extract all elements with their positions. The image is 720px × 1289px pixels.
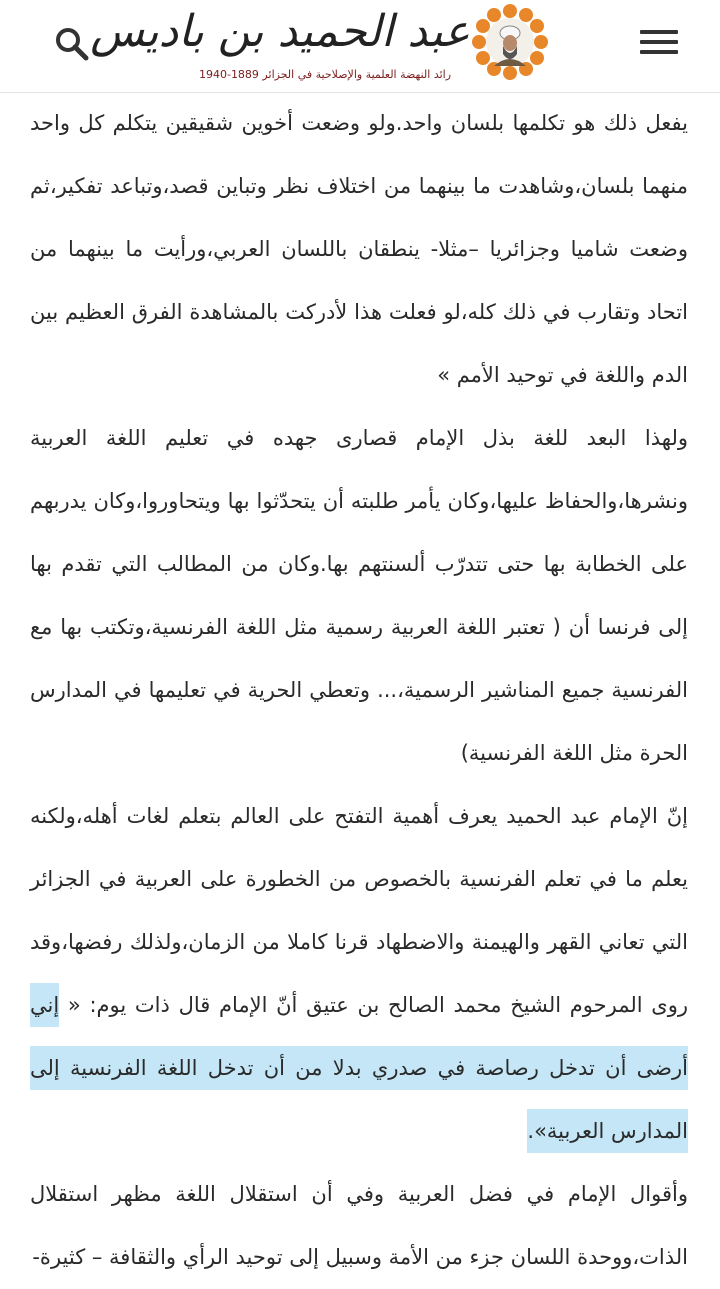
sunburst-emblem-icon [470,2,550,82]
article-paragraph [30,785,688,1163]
article-body [30,92,688,1269]
site-header [0,0,720,93]
site-logo-tagline: رائد النهضة العلمية والإصلاحية في الجزائر 1889-1940 [198,68,452,81]
article-paragraph: ولهذا البعد للغة بذل الإمام قصارى جهده في تعليم اللغة العربية ونشرها،والحفاظ عليها،وكان يأمر طلبته أن يتحدّثوا بها ويتحاوروا،وكان يدربهم على الخطابة بها حتى تتدرّب ألسنتهم بها.وكان من المطالب التي تقدم بها إلى فرنسا أن ( تعتبر اللغة العربية رسمية مثل اللغة الفرنسية،وتكتب بها مع الفرنسية جميع المناشير الرسمية،... وتعطي الحرية في تعليمها في المدارس الحرة مثل اللغة الفرنسية) [30,426,688,765]
article-paragraph: وأقوال الإمام في فضل العربية وفي أن استقلال اللغة مظهر استقلال الذات،ووحدة اللسان جزء من الأمة وسبيل إلى توحيد الرأي والثقافة – كثيرة- [30,1182,688,1269]
search-icon [52,24,92,64]
article-paragraph: يفعل ذلك هو تكلمها بلسان واحد.ولو وضعت أخوين شقيقين يتكلم كل واحد منهما بلسان،وشاهدت ما بينهما من اختلاف نظر وتباين قصد،وتباعد تفكير،ثم وضعت شاميا وجزائريا –مثلا- ينطقان باللسان العربي،ورأيت ما بينهما من اتحاد وتقارب في ذلك كله،لو فعلت هذا لأدركت بالمشاهدة الفرق العظيم بين الدم واللغة في توحيد الأمم » [30,111,688,387]
search-button[interactable] [52,24,92,64]
paragraph-text: إنّ الإمام عبد الحميد يعرف أهمية التفتح على العالم بتعلم لغات أهله،ولكنه يعلم ما في تعلم الفرنسية بالخصوص من الخطورة على العربية في الجزائر التي تعاني القهر والهيمنة والاضطهاد قرنا كاملا من الزمان،ولذلك رفضها،وقد روى المرحوم الشيخ محمد الصالح بن عتيق أنّ الإمام قال ذات يوم: « [30,804,688,1017]
menu-button[interactable] [640,27,680,57]
hamburger-menu-icon [640,30,678,34]
site-logo-name[interactable]: عبد الحميد بن باديس [90,6,470,57]
highlighted-quote[interactable]: إني أرضى أن تدخل رصاصة في صدري بدلا من أن تدخل اللغة الفرنسية إلى المدارس العربية». [30,983,688,1153]
logo-emblem-icon[interactable] [470,2,550,82]
